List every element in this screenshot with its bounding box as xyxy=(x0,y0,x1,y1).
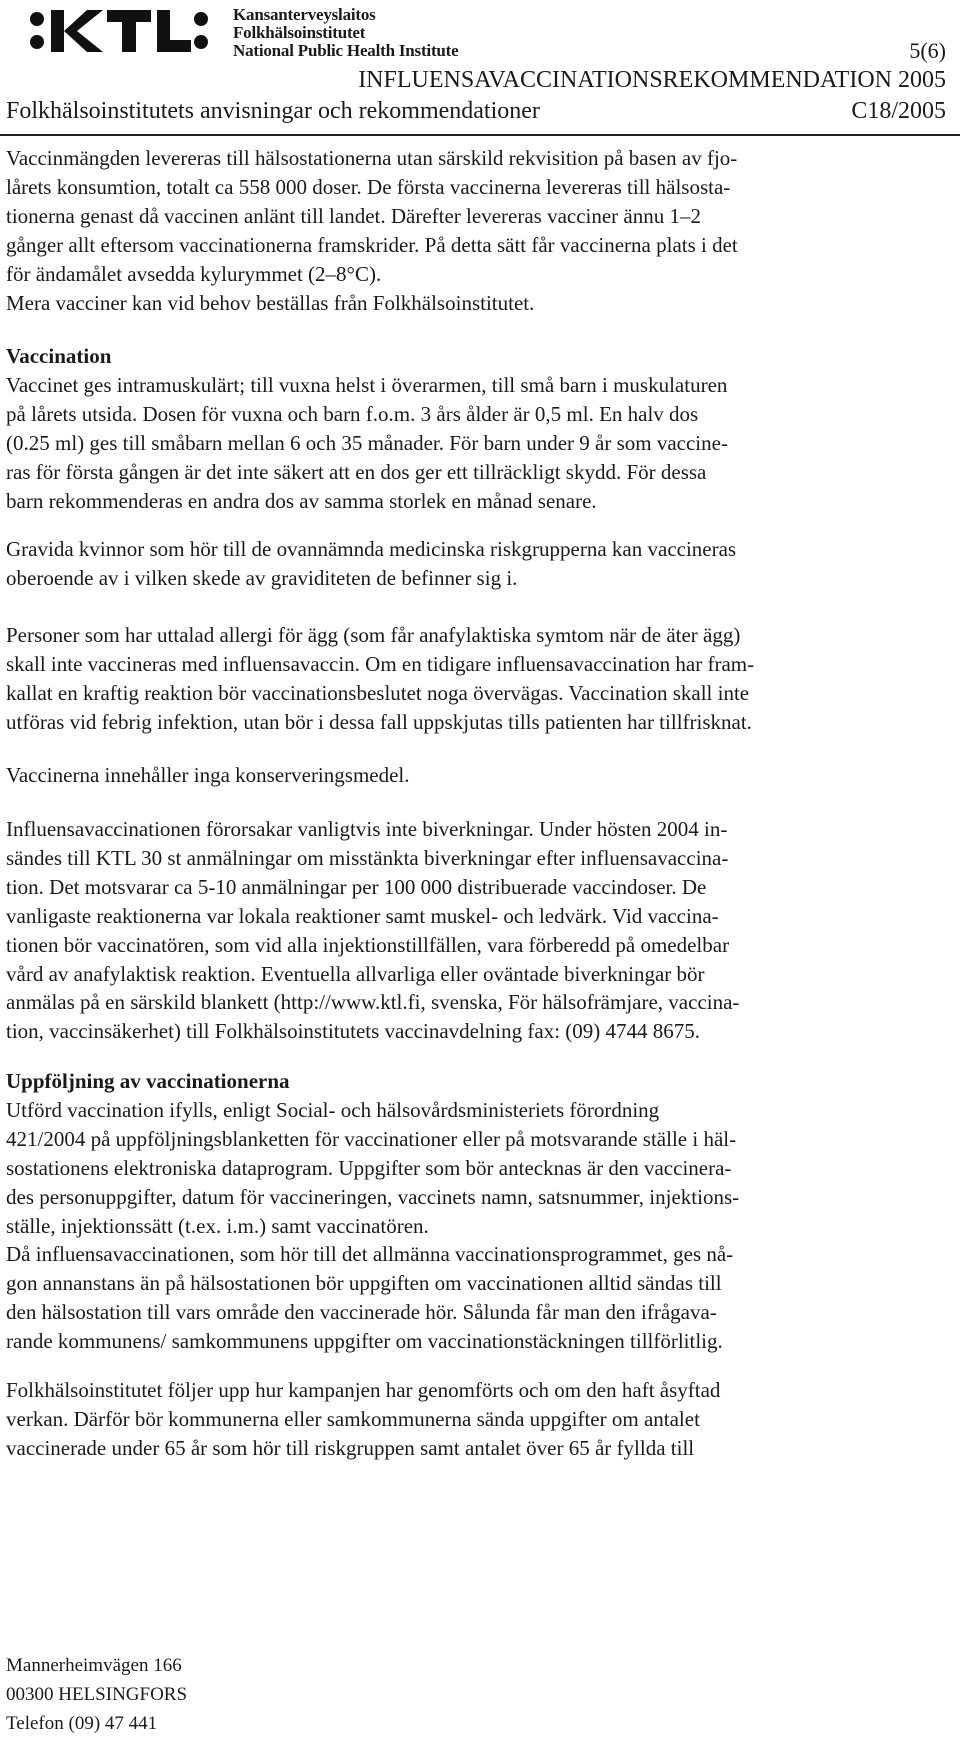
text-line: Gravida kvinnor som hör till de ovannämnda medicinska riskgrupperna kan vaccineras xyxy=(6,537,737,561)
footer-address xyxy=(6,1651,187,1738)
section-heading: Uppföljning av vaccinationerna xyxy=(6,1069,290,1093)
text-line: Influensavaccinationen förorsakar vanligtvis inte biverkningar. Under hösten 2004 in- xyxy=(6,817,728,841)
paragraph-pregnant xyxy=(6,535,951,593)
text-line: för ändamålet avsedda kylurymmet (2–8°C). xyxy=(6,261,382,286)
document-subtitle: Folkhälsoinstitutets anvisningar och rekommendationer xyxy=(6,98,540,124)
text-line: rande kommunens/ samkommunens uppgifter om vaccinationstäckningen tillförlitlig. xyxy=(6,1329,723,1354)
footer-line: Telefon (09) 47 441 xyxy=(6,1713,158,1734)
text-line: den hälsostation till vars område den vaccinerade hör. Sålunda får man den ifrågava- xyxy=(6,1300,717,1325)
text-line: Utförd vaccination ifylls, enligt Social- och hälsovårdsministeriets förordning xyxy=(6,1097,660,1122)
logo-text xyxy=(233,6,458,60)
section-vaccination xyxy=(6,342,951,515)
text-line: på lårets utsida. Dosen för vuxna och barn f.o.m. 3 års ålder är 0,5 ml. En halv dos xyxy=(6,401,699,426)
text-line: skall inte vaccineras med influensavaccin. Om en tidigare influensavaccination har fram- xyxy=(6,651,755,676)
text-line: tion, vaccinsäkerhet) till Folkhälsoinstitutets vaccinavdelning fax: (09) 4744 8675. xyxy=(6,1019,701,1044)
text-line: kallat en kraftig reaktion bör vaccinationsbeslutet noga övervägas. Vaccination skall inte xyxy=(6,680,750,705)
text-line: lårets konsumtion, totalt ca 558 000 doser. De första vaccinerna levereras till hälsosta- xyxy=(6,174,731,199)
footer-line: Mannerheimvägen 166 xyxy=(6,1655,182,1676)
paragraph-monitoring xyxy=(6,1376,951,1463)
ktl-logo-mark-icon xyxy=(25,6,215,56)
text-line: utföras vid febrig infektion, utan bör i dessa fall uppskjutas tills patienten har tillfrisknat. xyxy=(6,709,752,734)
text-line: Då influensavaccinationen, som hör till det allmänna vaccinationsprogrammet, ges nå- xyxy=(6,1242,734,1267)
text-line: vård av anafylaktisk reaktion. Eventuella allvarliga eller oväntade biverkningar bör xyxy=(6,961,705,986)
document-code: C18/2005 xyxy=(851,98,946,124)
text-line: Vaccinet ges intramuskulärt; till vuxna helst i överarmen, till små barn i muskulaturen xyxy=(6,372,728,397)
text-line: Vaccinmängden levereras till hälsostationerna utan särskild rekvisition på basen av fjo- xyxy=(6,146,738,170)
text-line: verkan. Därför bör kommunerna eller samkommunerna sända uppgifter om antalet xyxy=(6,1406,700,1431)
text-line: oberoende av i vilken skede av graviditeten de befinner sig i. xyxy=(6,565,518,590)
paragraph-side-effects xyxy=(6,815,951,1046)
logo-text-line: Kansanterveyslaitos xyxy=(233,5,376,24)
text-line: Vaccinerna innehåller inga konserveringsmedel. xyxy=(6,763,410,787)
header-divider xyxy=(0,134,960,136)
text-line: ställe, injektionssätt (t.ex. i.m.) samt vaccinatören. xyxy=(6,1213,429,1238)
text-line: (0.25 ml) ges till småbarn mellan 6 och 35 månader. För barn under 9 år som vaccine- xyxy=(6,430,728,455)
section-followup xyxy=(6,1067,951,1356)
text-line: sostationens elektroniska dataprogram. Uppgifter som bör antecknas är den vaccinera- xyxy=(6,1155,732,1180)
text-line: vaccinerade under 65 år som hör till riskgruppen samt antalet över 65 år fyllda till xyxy=(6,1435,695,1460)
text-line: Folkhälsoinstitutet följer upp hur kampanjen har genomförts och om den haft åsyftad xyxy=(6,1378,721,1402)
ktl-logo xyxy=(25,6,458,58)
document-title: INFLUENSAVACCINATIONSREKOMMENDATION 2005 xyxy=(358,67,946,93)
text-line: tionerna genast då vaccinen anlänt till landet. Därefter levereras vacciner ännu 1–2 xyxy=(6,203,701,228)
text-line: gon annanstans än på hälsostationen bör uppgiften om vaccinationen alltid sändas till xyxy=(6,1271,722,1296)
text-line: barn rekommenderas en andra dos av samma storlek en månad senare. xyxy=(6,488,597,513)
section-heading: Vaccination xyxy=(6,344,112,368)
text-line: ras för första gången är det inte säkert att en dos ger ett tillräckligt skydd. För dessa xyxy=(6,459,707,484)
paragraph-preservatives xyxy=(6,761,951,790)
footer-line: 00300 HELSINGFORS xyxy=(6,1684,188,1705)
text-line: tion. Det motsvarar ca 5-10 anmälningar per 100 000 distribuerade vaccindoser. De xyxy=(6,874,707,899)
text-line: des personuppgifter, datum för vaccineringen, vaccinets namn, satsnummer, injektions- xyxy=(6,1184,740,1209)
paragraph-allergy xyxy=(6,621,951,737)
text-line: Mera vacciner kan vid behov beställas från Folkhälsoinstitutet. xyxy=(6,290,535,315)
text-line: vanligaste reaktionerna var lokala reaktioner samt muskel- och ledvärk. Vid vaccina- xyxy=(6,903,719,928)
logo-text-line: Folkhälsoinstitutet xyxy=(233,23,366,42)
text-line: anmälas på en särskild blankett (http://www.ktl.fi, svenska, För hälsofrämjare, vaccina- xyxy=(6,990,740,1015)
paragraph-delivery xyxy=(6,144,951,317)
text-line: 421/2004 på uppföljningsblanketten för vaccinationer eller på motsvarande ställe i häl- xyxy=(6,1126,737,1151)
text-line: tionen bör vaccinatören, som vid alla injektionstillfällen, vara förberedd på omedelbar xyxy=(6,932,730,957)
page-number: 5(6) xyxy=(909,38,946,63)
text-line: gånger allt eftersom vaccinationerna framskrider. På detta sätt får vaccinerna plats i det xyxy=(6,232,738,257)
text-line: sändes till KTL 30 st anmälningar om misstänkta biverkningar efter influensavaccina- xyxy=(6,845,729,870)
logo-text-line: National Public Health Institute xyxy=(233,41,459,60)
text-line: Personer som har uttalad allergi för ägg (som får anafylaktiska symtom när de äter ägg) xyxy=(6,623,741,647)
